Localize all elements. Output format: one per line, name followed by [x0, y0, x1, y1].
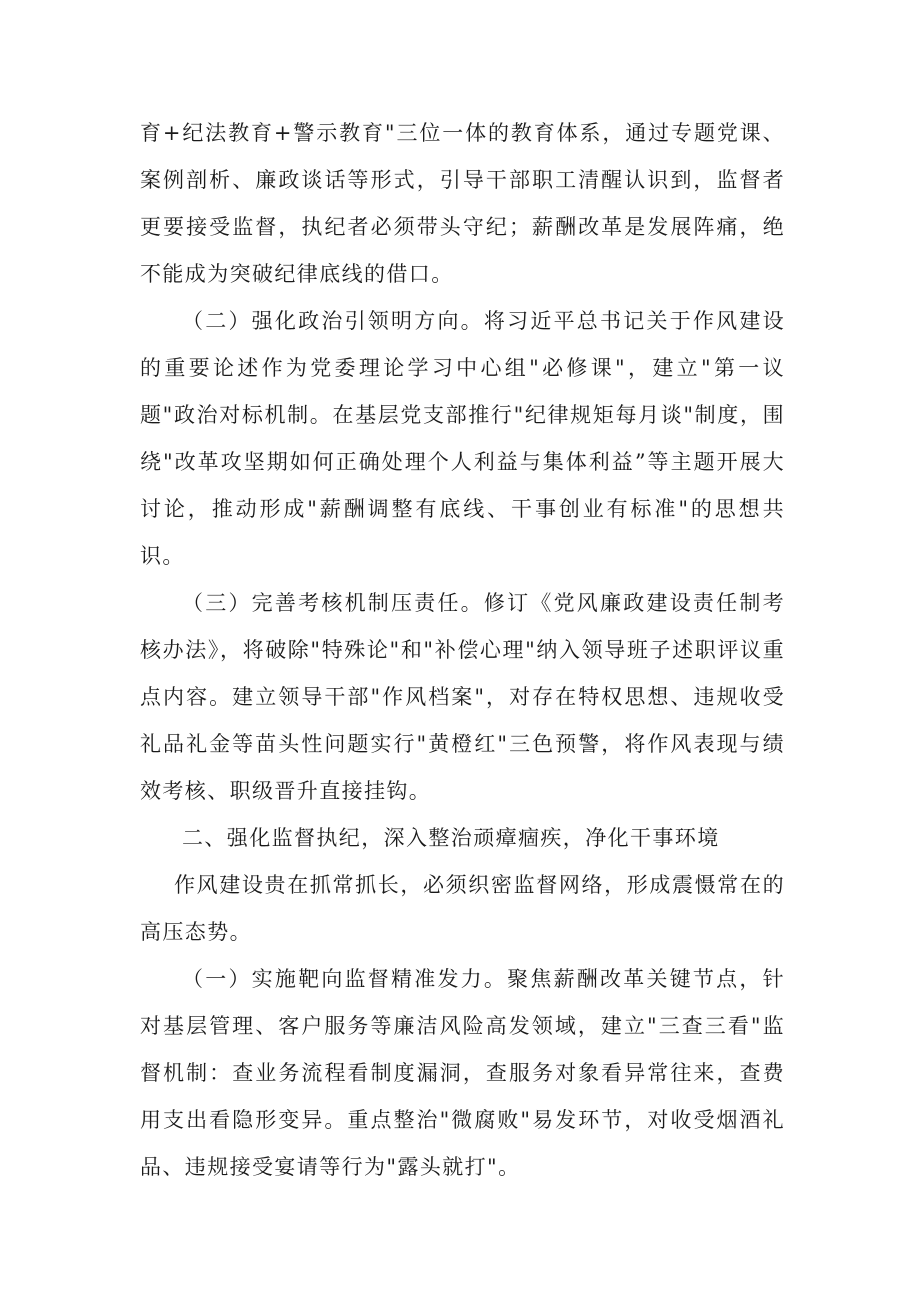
paragraph-targeted-supervision: （一）实施靶向监督精准发力。聚焦薪酬改革关键节点，针对基层管理、客户服务等廉洁风险高发领域，建立"三查三看"监督机制：查业务流程看制度漏洞，查服务对象看异常往来，查费用支出看隐形变异。重点整治"微腐败"易发环节，对收受烟酒礼品、违规接受宴请等行为"露头就打"。 [140, 967, 785, 1179]
paragraph-political-guidance: （二）强化政治引领明方向。将习近平总书记关于作风建设的重要论述作为党委理论学习中心组"必修课"，建立"第一议题"政治对标机制。在基层党支部推行"纪律规矩每月谈"制度，围绕"改革攻坚期如何正确处理个人利益与集体利益”等主题开展大讨论，推动形成"薪酬调整有底线、干事创业有标准"的思想共识。 [140, 309, 785, 568]
paragraph-education-system: 育+纪法教育+警示教育"三位一体的教育体系，通过专题党课、案例剖析、廉政谈话等形式，引导干部职工清醒认识到，监督者更要接受监督，执纪者必须带头守纪；薪酬改革是发展阵痛，绝不能成为突破纪律底线的借口。 [140, 121, 785, 286]
section-heading-supervision: 二、强化监督执纪，深入整治顽瘴痼疾，净化干事环境 [182, 826, 720, 850]
paragraph-assessment-mechanism: （三）完善考核机制压责任。修订《党风廉政建设责任制考核办法》，将破除"特殊论"和"补偿心理"纳入领导班子述职评议重点内容。建立领导干部"作风档案"，对存在特权思想、违规收受礼品礼金等苗头性问题实行"黄橙红"三色预警，将作风表现与绩效考核、职级晋升直接挂钩。 [140, 591, 785, 803]
paragraph-supervision-intro: 作风建设贵在抓常抓长，必须织密监督网络，形成震慑常在的高压态势。 [140, 873, 785, 944]
document-body [140, 110, 785, 1191]
